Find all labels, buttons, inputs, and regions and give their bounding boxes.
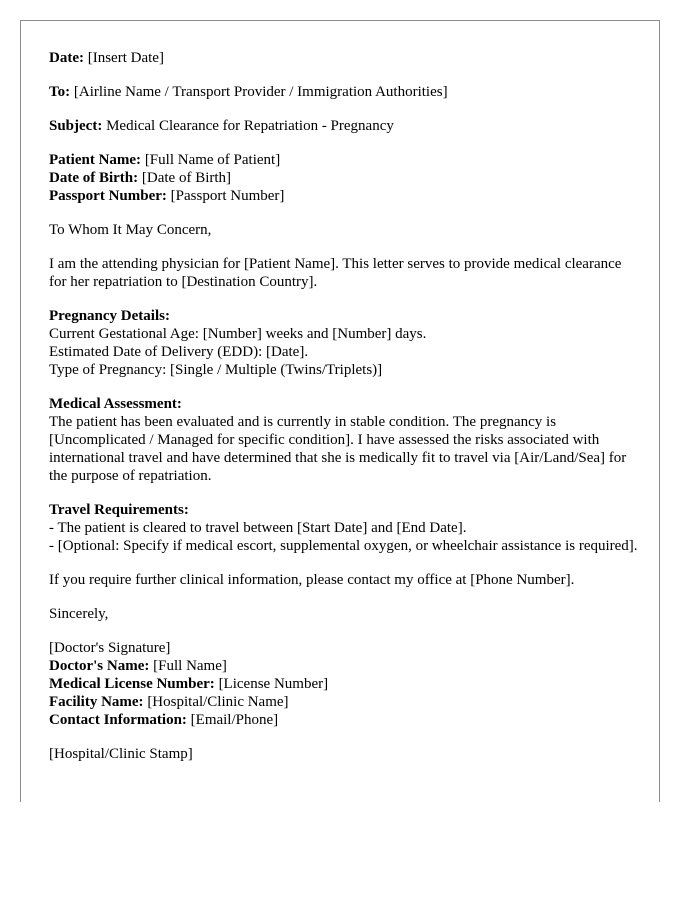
salutation: To Whom It May Concern, bbox=[49, 222, 212, 238]
travel-item: - The patient is cleared to travel between [Start Date] and [End Date]. bbox=[49, 520, 467, 536]
letter-body bbox=[49, 49, 639, 779]
facility-line bbox=[49, 693, 639, 711]
medical-assessment bbox=[49, 395, 639, 485]
dob-line bbox=[49, 169, 639, 187]
assessment-heading: Medical Assessment: bbox=[49, 396, 182, 412]
edd-line: Estimated Date of Delivery (EDD): [Date]. bbox=[49, 344, 309, 360]
dob-value: [Date of Birth] bbox=[141, 170, 232, 186]
assessment-text: The patient has been evaluated and is currently in stable condition. The pregnancy is [Uncomplicated / Managed for specific condition]. I have assessed the risks associated with international travel and have determined that she is medically fit to travel via [Air/Land/Sea] for the purpose of repatriation. bbox=[49, 414, 627, 484]
recipient-value: [Airline Name / Transport Provider / Immigration Authorities] bbox=[73, 84, 448, 100]
patient-name-value: [Full Name of Patient] bbox=[144, 152, 281, 168]
date-value: [Insert Date] bbox=[87, 50, 164, 66]
closing: Sincerely, bbox=[49, 606, 109, 622]
license-value: [License Number] bbox=[218, 676, 329, 692]
stamp-placeholder: [Hospital/Clinic Stamp] bbox=[49, 746, 193, 762]
letter-page bbox=[20, 20, 660, 802]
doctor-name-value: [Full Name] bbox=[153, 658, 227, 674]
passport-label: Passport Number: bbox=[49, 188, 167, 204]
pregnancy-type-line: Type of Pregnancy: [Single / Multiple (Twins/Triplets)] bbox=[49, 362, 383, 378]
travel-requirements bbox=[49, 501, 639, 555]
facility-label: Facility Name: bbox=[49, 694, 144, 710]
date-line bbox=[49, 49, 639, 67]
dob-label: Date of Birth: bbox=[49, 170, 139, 186]
signature-placeholder: [Doctor's Signature] bbox=[49, 640, 171, 656]
pregnancy-details bbox=[49, 307, 639, 379]
travel-item: - [Optional: Specify if medical escort, supplemental oxygen, or wheelchair assistance is required]. bbox=[49, 538, 638, 554]
contact-info-line bbox=[49, 711, 639, 729]
signature-block bbox=[49, 639, 639, 729]
patient-name-label: Patient Name: bbox=[49, 152, 142, 168]
patient-name-line bbox=[49, 151, 639, 169]
contact-note: If you require further clinical information, please contact my office at [Phone Number]. bbox=[49, 572, 575, 588]
passport-value: [Passport Number] bbox=[170, 188, 285, 204]
license-line bbox=[49, 675, 639, 693]
contact-info-value: [Email/Phone] bbox=[190, 712, 279, 728]
facility-value: [Hospital/Clinic Name] bbox=[147, 694, 289, 710]
passport-line bbox=[49, 187, 639, 205]
patient-info bbox=[49, 151, 639, 205]
subject-value: Medical Clearance for Repatriation - Pregnancy bbox=[106, 118, 394, 134]
recipient-label: To: bbox=[49, 84, 71, 100]
gestational-age-line: Current Gestational Age: [Number] weeks and [Number] days. bbox=[49, 326, 427, 342]
pregnancy-heading: Pregnancy Details: bbox=[49, 308, 170, 324]
intro-paragraph: I am the attending physician for [Patient Name]. This letter serves to provide medical clearance for her repatriation to [Destination Country]. bbox=[49, 256, 622, 290]
contact-info-label: Contact Information: bbox=[49, 712, 187, 728]
subject-line bbox=[49, 117, 639, 135]
date-label: Date: bbox=[49, 50, 84, 66]
license-label: Medical License Number: bbox=[49, 676, 215, 692]
doctor-name-line bbox=[49, 657, 639, 675]
doctor-name-label: Doctor's Name: bbox=[49, 658, 150, 674]
travel-heading: Travel Requirements: bbox=[49, 502, 189, 518]
subject-label: Subject: bbox=[49, 118, 103, 134]
recipient-line bbox=[49, 83, 639, 101]
